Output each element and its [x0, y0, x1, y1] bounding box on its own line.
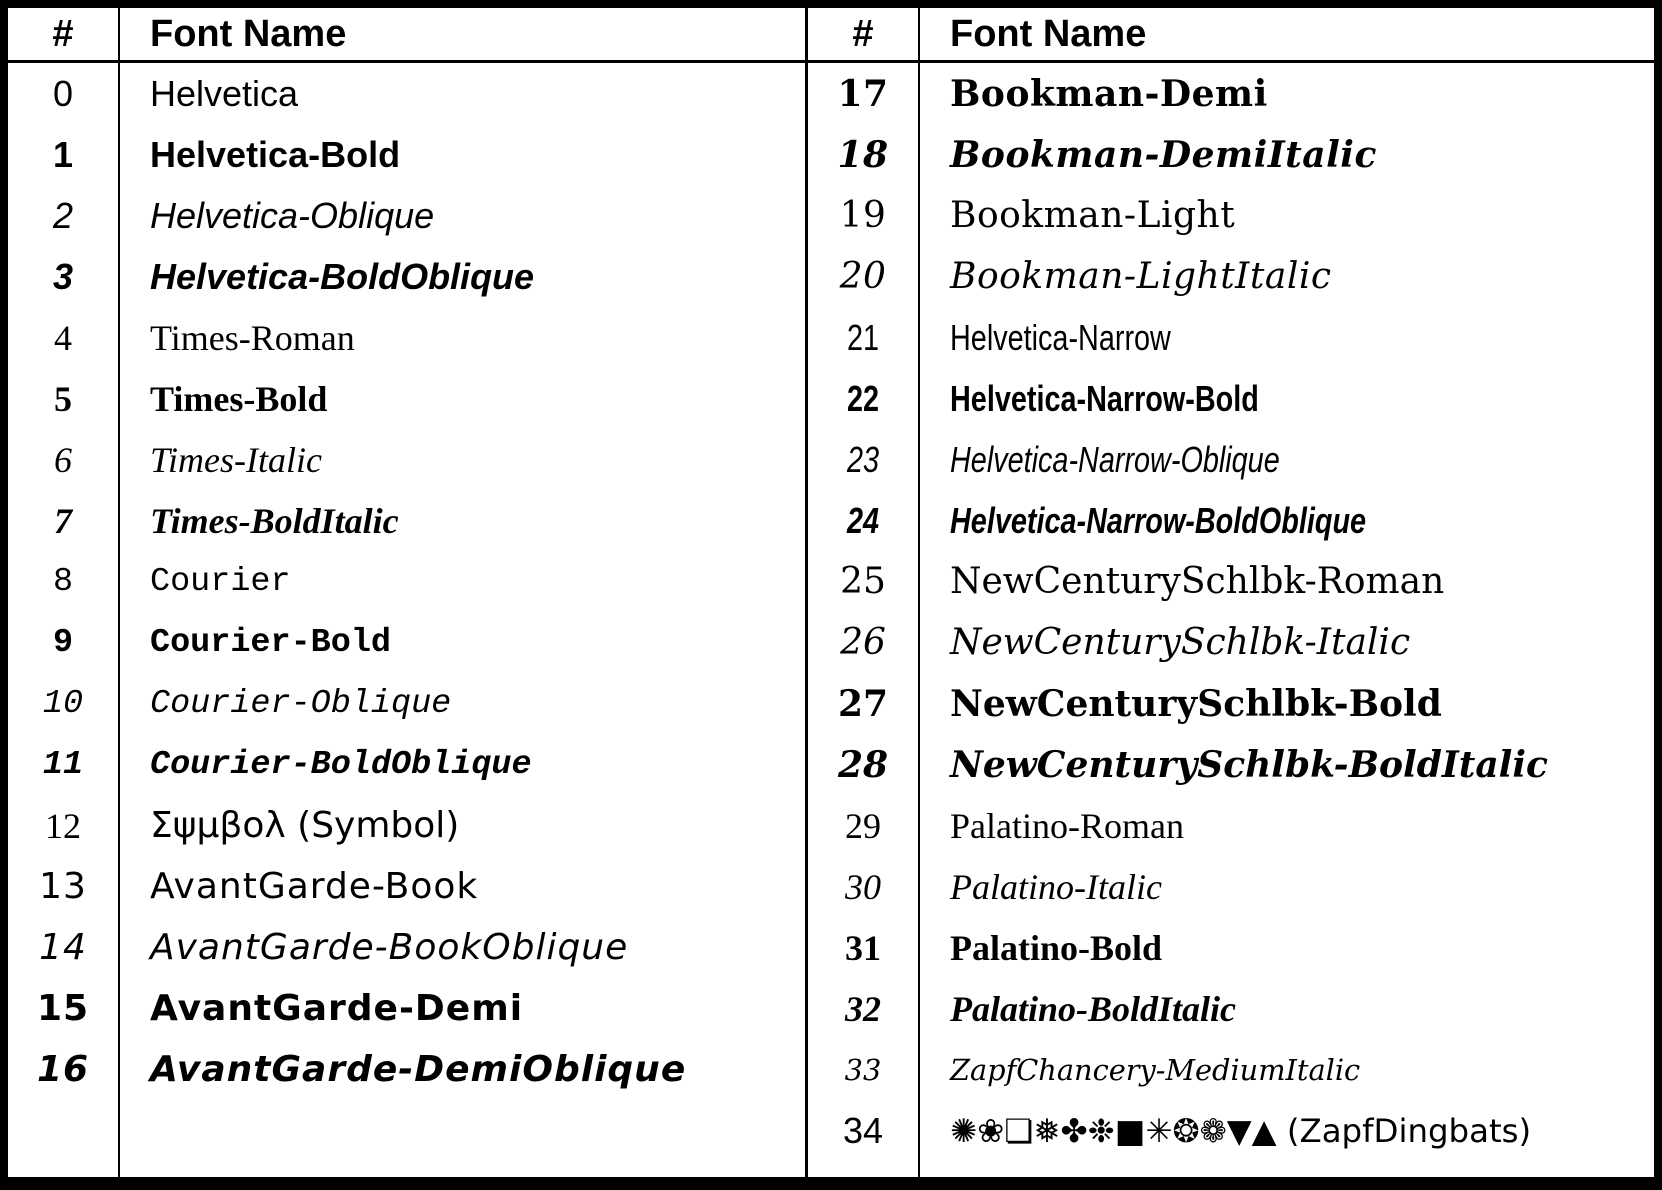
font-name	[120, 856, 805, 917]
font-name-text: Courier-Bold	[150, 623, 392, 662]
font-name	[120, 63, 805, 124]
row-number-text: 34	[842, 1109, 884, 1151]
row-number	[8, 368, 120, 429]
font-name	[920, 246, 1654, 307]
font-name	[920, 917, 1654, 978]
table-row	[808, 1100, 1654, 1161]
font-name	[120, 368, 805, 429]
font-name-text: Times-BoldItalic	[150, 500, 399, 541]
header-font-name-column-right: Font Name	[950, 12, 1147, 55]
font-name	[920, 429, 1654, 490]
font-name-text: NewCenturySchlbk-Italic	[950, 622, 1411, 663]
font-name-text: Times-Roman	[150, 317, 355, 358]
header-row-left	[8, 8, 805, 63]
row-number	[808, 1100, 920, 1161]
row-number	[808, 612, 920, 673]
row-number	[808, 185, 920, 246]
font-name-text: Bookman-LightItalic	[950, 256, 1332, 297]
font-name-text: Helvetica-Oblique	[150, 194, 435, 236]
header-row-right	[808, 8, 1654, 63]
font-name	[920, 307, 1654, 368]
table-row	[8, 795, 805, 856]
header-font-name-column-left: Font Name	[150, 12, 347, 55]
font-name-text: NewCenturySchlbk-BoldItalic	[950, 743, 1548, 786]
font-table-left-half	[8, 8, 808, 1177]
font-name-text: Palatino-BoldItalic	[950, 988, 1237, 1029]
font-name-text: Bookman-Demi	[950, 72, 1268, 115]
row-number-text: 26	[840, 622, 886, 663]
font-name-text: Courier-BoldOblique	[150, 745, 532, 784]
row-number-text: 8	[52, 562, 74, 601]
empty-name-cell	[120, 1100, 805, 1177]
row-number	[8, 673, 120, 734]
table-row	[808, 185, 1654, 246]
table-row	[808, 734, 1654, 795]
row-number	[808, 1039, 920, 1100]
table-row	[808, 246, 1654, 307]
table-row	[8, 307, 805, 368]
table-row	[808, 551, 1654, 612]
empty-filler-row	[8, 1100, 805, 1177]
row-number-text: 2	[52, 194, 74, 236]
row-number	[808, 368, 920, 429]
table-row	[8, 978, 805, 1039]
row-number-text: 0	[52, 72, 74, 114]
font-name-text: Helvetica-Bold	[150, 133, 401, 175]
font-name	[120, 124, 805, 185]
font-table-right-half	[808, 8, 1654, 1177]
font-name-text: ✺❀❏❅✤❉■✳❂❁▼▲ (ZapfDingbats)	[950, 1111, 1532, 1150]
row-number	[8, 185, 120, 246]
row-number-text: 32	[845, 988, 881, 1029]
font-name	[920, 124, 1654, 185]
row-number-text: 16	[36, 1049, 90, 1090]
font-name	[920, 490, 1654, 551]
font-name-text: Bookman-Light	[950, 195, 1236, 236]
row-number	[8, 490, 120, 551]
row-number-text: 24	[846, 499, 880, 541]
empty-name-cell	[920, 1161, 1654, 1177]
table-row	[808, 795, 1654, 856]
table-row	[808, 368, 1654, 429]
row-number-text: 21	[846, 316, 880, 358]
row-number	[8, 734, 120, 795]
table-row	[808, 856, 1654, 917]
table-row	[8, 856, 805, 917]
font-name	[920, 368, 1654, 429]
row-number-text: 29	[845, 805, 881, 846]
table-row	[8, 917, 805, 978]
font-name	[920, 612, 1654, 673]
row-number-text: 31	[845, 927, 881, 968]
font-name-text: NewCenturySchlbk-Roman	[950, 561, 1445, 602]
font-name-text: NewCenturySchlbk-Bold	[950, 682, 1442, 725]
row-number	[8, 612, 120, 673]
font-name-text: Courier	[150, 562, 291, 601]
font-name-text: Courier-Oblique	[150, 684, 452, 723]
table-row	[8, 612, 805, 673]
row-number-text: 17	[837, 72, 889, 115]
font-name	[120, 673, 805, 734]
font-name	[920, 1039, 1654, 1100]
row-number	[8, 795, 120, 856]
row-number-text: 15	[36, 988, 90, 1029]
font-name	[920, 734, 1654, 795]
row-number	[808, 307, 920, 368]
row-number-text: 5	[54, 378, 72, 419]
row-number-text: 12	[45, 805, 81, 846]
table-row	[808, 978, 1654, 1039]
table-row	[8, 246, 805, 307]
font-name	[920, 673, 1654, 734]
row-number	[8, 429, 120, 490]
row-number	[8, 1039, 120, 1100]
font-name-text: Palatino-Bold	[950, 927, 1163, 968]
table-row	[808, 307, 1654, 368]
row-number-text: 22	[846, 377, 880, 419]
row-number	[808, 795, 920, 856]
font-name	[920, 63, 1654, 124]
table-row	[8, 734, 805, 795]
row-number-text: 11	[42, 745, 84, 784]
font-name	[920, 185, 1654, 246]
row-number	[808, 734, 920, 795]
font-name-text: Helvetica-Narrow-Oblique	[950, 438, 1280, 480]
row-number	[8, 551, 120, 612]
row-number-text: 10	[42, 684, 84, 723]
table-row	[8, 124, 805, 185]
font-name-text: Times-Italic	[150, 439, 322, 480]
font-name	[120, 490, 805, 551]
row-number	[8, 917, 120, 978]
font-name-text: Helvetica-Narrow-Bold	[950, 377, 1259, 419]
font-name-text: ZapfChancery-MediumItalic	[950, 1052, 1361, 1087]
table-row	[808, 612, 1654, 673]
row-number-text: 3	[52, 255, 74, 297]
font-name-text: Σψμβολ (Symbol)	[150, 805, 460, 846]
font-name	[120, 612, 805, 673]
row-number	[808, 429, 920, 490]
row-number-text: 1	[52, 133, 74, 175]
table-row	[8, 551, 805, 612]
font-name-text: Palatino-Italic	[950, 866, 1162, 907]
font-name	[920, 1100, 1654, 1161]
row-number	[808, 63, 920, 124]
table-row	[8, 368, 805, 429]
row-number	[808, 856, 920, 917]
row-number	[808, 978, 920, 1039]
table-row	[8, 490, 805, 551]
row-number-text: 28	[837, 743, 889, 786]
font-name	[920, 551, 1654, 612]
table-row	[808, 124, 1654, 185]
table-row	[8, 673, 805, 734]
font-name-text: Times-Bold	[150, 378, 328, 419]
empty-filler-row	[808, 1161, 1654, 1177]
row-number-text: 30	[845, 866, 881, 907]
empty-number-cell	[8, 1100, 120, 1177]
row-number-text: 14	[39, 927, 87, 968]
table-row	[8, 1039, 805, 1100]
row-number	[808, 917, 920, 978]
row-number	[8, 856, 120, 917]
rows-left	[8, 63, 805, 1177]
font-name-text: Palatino-Roman	[950, 805, 1184, 846]
row-number-text: 23	[846, 438, 880, 480]
table-row	[808, 917, 1654, 978]
font-name	[120, 978, 805, 1039]
header-number-column-right: #	[808, 8, 920, 60]
font-name-text: AvantGarde-DemiOblique	[150, 1049, 687, 1090]
table-row	[808, 673, 1654, 734]
table-row	[808, 63, 1654, 124]
row-number	[808, 124, 920, 185]
row-number-text: 19	[839, 195, 887, 236]
table-row	[8, 185, 805, 246]
font-name	[120, 429, 805, 490]
table-row	[808, 1039, 1654, 1100]
rows-right	[808, 63, 1654, 1177]
font-name-text: Helvetica-Narrow-BoldOblique	[950, 499, 1367, 541]
font-name	[120, 734, 805, 795]
row-number-text: 27	[837, 682, 889, 725]
font-name-text: Helvetica-BoldOblique	[150, 255, 535, 297]
row-number-text: 6	[54, 439, 72, 480]
font-name-text: AvantGarde-Demi	[150, 988, 524, 1029]
row-number	[8, 246, 120, 307]
row-number-text: 20	[839, 256, 887, 297]
row-number-text: 25	[840, 561, 886, 602]
font-name-text: Bookman-DemiItalic	[950, 133, 1377, 176]
font-name	[120, 307, 805, 368]
font-name	[120, 551, 805, 612]
table-row	[8, 63, 805, 124]
row-number	[8, 978, 120, 1039]
font-name	[120, 185, 805, 246]
font-name-text: AvantGarde-BookOblique	[150, 927, 629, 968]
font-name	[920, 978, 1654, 1039]
font-name	[120, 246, 805, 307]
header-number-column-left: #	[8, 8, 120, 60]
font-name	[120, 917, 805, 978]
font-name-text: Helvetica	[150, 72, 299, 114]
table-row	[8, 429, 805, 490]
row-number-text: 13	[39, 866, 87, 907]
font-name	[920, 856, 1654, 917]
row-number	[808, 673, 920, 734]
row-number-text: 33	[844, 1052, 882, 1087]
row-number	[8, 63, 120, 124]
empty-number-cell	[808, 1161, 920, 1177]
row-number	[8, 307, 120, 368]
row-number	[808, 490, 920, 551]
font-name	[120, 1039, 805, 1100]
row-number-text: 18	[837, 133, 889, 176]
font-name	[920, 795, 1654, 856]
row-number-text: 4	[54, 317, 72, 358]
table-row	[808, 490, 1654, 551]
font-name-text: AvantGarde-Book	[150, 866, 479, 907]
row-number	[808, 551, 920, 612]
row-number-text: 7	[54, 500, 72, 541]
row-number	[8, 124, 120, 185]
table-row	[808, 429, 1654, 490]
font-name	[120, 795, 805, 856]
font-name-text: Helvetica-Narrow	[950, 316, 1171, 358]
row-number	[808, 246, 920, 307]
row-number-text: 9	[52, 623, 74, 662]
